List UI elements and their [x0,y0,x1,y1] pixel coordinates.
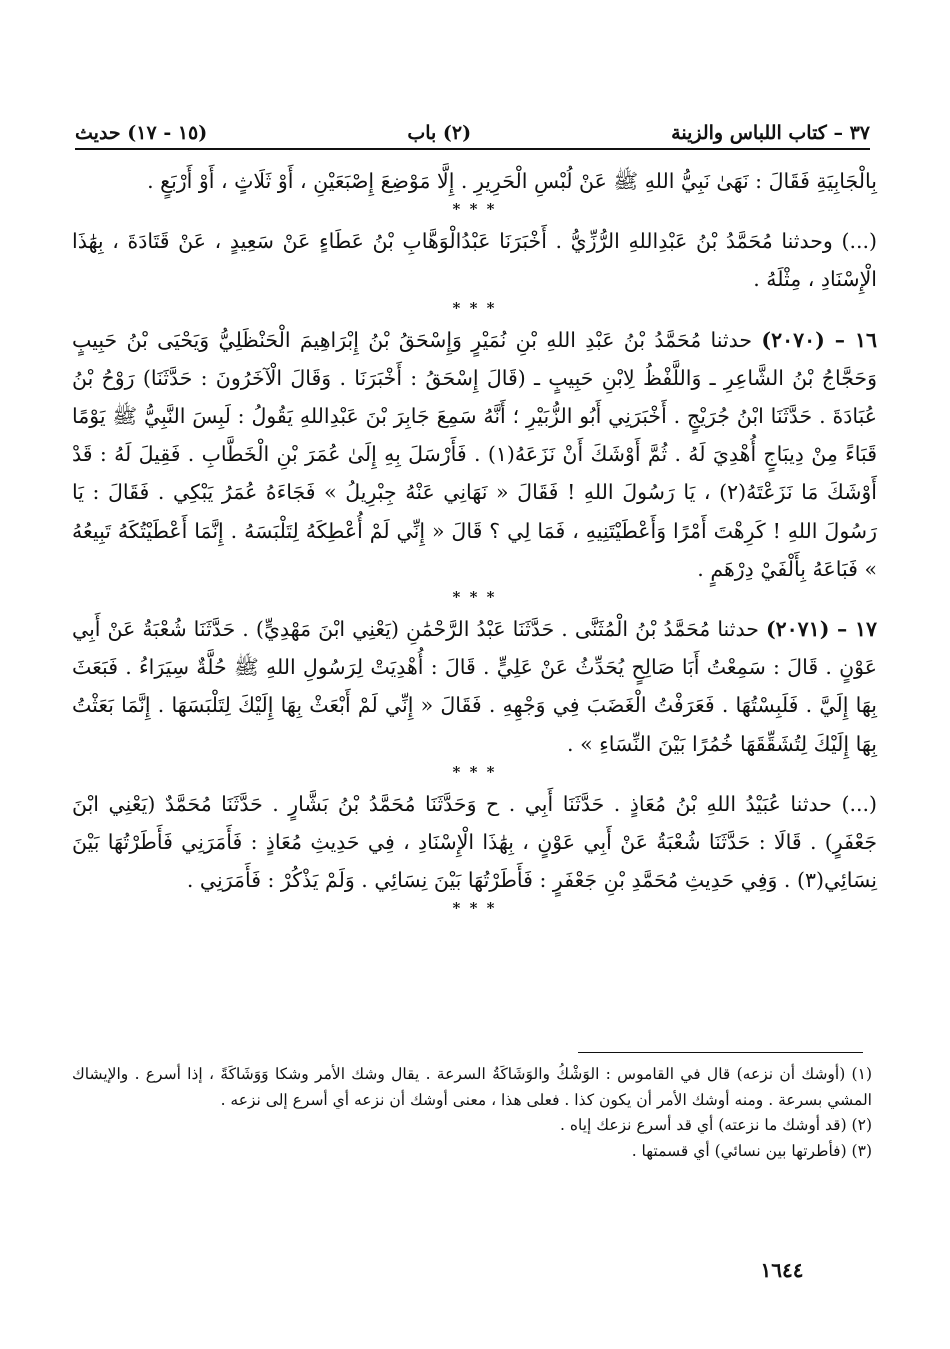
header-chapter: (٢) باب [407,122,472,144]
header-book-title: ٣٧ – كتاب اللباس والزينة [671,122,870,144]
hadith-16 [72,321,877,588]
footnote-3: (٣) (فأطرتها بين نسائي) أي قسمتها . [631,1141,872,1160]
paragraph-2: (...) وحدثنا مُحَمَّدُ بْنُ عَبْدِاللهِ الرُّزِّيُّ . أَخْبَرَنَا عَبْدُالْوَهَّابِ بْنُ عَطَاءٍ عَنْ سَعِيدٍ ، عَنْ قَتَادَةَ ، بِهَٰذَا الْإِسْنَادِ ، مِثْلَهُ . [72,229,877,292]
footnotes [72,1062,872,1164]
separator-2: * * * [452,298,497,317]
separator-3: * * * [452,588,497,607]
hadith-16-number: ١٦ – (٢٠٧٠) [761,327,877,352]
hadith-17-number: ١٧ – (٢٠٧١) [765,617,877,642]
hadith-17 [72,610,877,763]
footnote-1: (١) (أوشك أن نزعه) قال في القاموس : الوَشْكُ والوَشَاكَةُ السرعة . يقال وشك الأمر وشكا وَوَشَاكَةً ، إذا أسرع . والإيشاك المشي بسرعة . ومنه أوشك الأمر أن يكون كذا . فعلى هذا ، معنى أوشك أن نزعه أي أسرع إلى نزعه . [72,1065,872,1109]
running-header [75,108,870,144]
header-hadith-range: (١٥ - ١٧) حديث [75,122,208,144]
footnote-2: (٢) (قد أوشك ما نزعته) أي قد أسرع نزعك إياه . [560,1116,872,1134]
page-number: ١٦٤٤ [760,1258,804,1282]
main-text [72,162,877,921]
footnote-rule [578,1052,863,1053]
separator-4: * * * [452,762,497,781]
separator-5: * * * [452,899,497,918]
header-rule [75,148,870,150]
hadith-17-text: حدثنا مُحَمَّدُ بْنُ الْمُثَنَّى . حَدَّثَنَا عَبْدُ الرَّحْمَٰنِ (يَعْنِي ابْنَ مَهْدِيٍّ) . حَدَّثَنَا شُعْبَةُ عَنْ أَبِي عَوْنٍ . قَالَ : سَمِعْتُ أَبَا صَالِحٍ يُحَدِّثُ عَنْ عَلِيٍّ . قَالَ : أُهْدِيَتْ لِرَسُولِ اللهِ ﷺ حُلَّةٌ سِيَرَاءُ . فَبَعَثَ بِهَا إِلَيَّ . فَلَبِسْتُهَا . فَعَرَفْتُ الْغَضَبَ فِي وَجْهِهِ . فَقَالَ « إِنِّي لَمْ أَبْعَثْ بِهَا إِلَيْكَ لِتَلْبَسَهَا . إِنَّمَا بَعَثْتُ بِهَا إِلَيْكَ لِتُشَقِّقَهَا خُمُرًا بَيْنَ النِّسَاءِ » . [72,617,877,756]
hadith-16-text: حدثنا مُحَمَّدُ بْنُ عَبْدِ اللهِ بْنِ نُمَيْرٍ وَإِسْحَقُ بْنُ إِبْرَاهِيمَ الْحَنْظَلِيُّ وَيَحْيَى بْنُ حَبِيبٍ وَحَجَّاجُ بْنُ الشَّاعِرِ ـ وَاللَّفْظُ لِابْنِ حَبِيبٍ ـ (قَالَ إِسْحَقُ : أَخْبَرَنَا . وَقَالَ الْآخَرُونَ : حَدَّثَنَا) رَوْحُ بْنُ عُبَادَةَ . حَدَّثَنَا ابْنُ جُرَيْجٍ . أَخْبَرَنِي أَبُو الزُّبَيْرِ ؛ أَنَّهُ سَمِعَ جَابِرَ بْنَ عَبْدِاللهِ يَقُولُ : لَبِسَ النَّبِيُّ ﷺ يَوْمًا قَبَاءً مِنْ دِيبَاجٍ أُهْدِيَ لَهُ . ثُمَّ أَوْشَكَ أَنْ نَزَعَهُ(١) . فَأَرْسَلَ بِهِ إِلَىٰ عُمَرَ بْنِ الْخَطَّابِ . فَقِيلَ لَهُ : قَدْ أَوْشَكَ مَا نَزَعْتَهُ(٢) ، يَا رَسُولَ اللهِ ! فَقَالَ « نَهَانِي عَنْهُ جِبْرِيلُ » فَجَاءَهُ عُمَرُ يَبْكِي . فَقَالَ : يَا رَسُولَ اللهِ ! كَرِهْتَ أَمْرًا وَأَعْطَيْتَنِيهِ ، فَمَا لِي ؟ قَالَ « إِنِّي لَمْ أُعْطِكَهُ لِتَلْبَسَهُ . إِنَّمَا أَعْطَيْتُكَهُ تَبِيعُهُ » فَبَاعَهُ بِأَلْفَيْ دِرْهَمٍ . [72,327,877,581]
paragraph-1: بِالْجَابِيَةِ فَقَالَ : نَهَىٰ نَبِيُّ اللهِ ﷺ عَنْ لُبْسِ الْحَرِيرِ . إِلَّا مَوْضِعَ إِصْبَعَيْنِ ، أَوْ ثَلَاثٍ ، أَوْ أَرْبَعٍ . [147,169,877,193]
paragraph-5: (...) حدثنا عُبَيْدُ اللهِ بْنُ مُعَاذٍ . حَدَّثَنَا أَبِي . ح وَحَدَّثَنَا مُحَمَّدُ بْنُ بَشَّارٍ . حَدَّثَنَا مُحَمَّدٌ (يَعْنِي ابْنَ جَعْفَرٍ) . قَالَا : حَدَّثَنَا شُعْبَةُ عَنْ أَبِي عَوْنٍ ، بِهَٰذَا الْإِسْنَادِ ، فِي حَدِيثِ مُعَاذٍ : فَأَمَرَنِي فَأَطَرْتُهَا بَيْنَ نِسَائِي(٣) . وَفِي حَدِيثِ مُحَمَّدِ بْنِ جَعْفَرٍ : فَأَطَرْتُهَا بَيْنَ نِسَائِي . وَلَمْ يَذْكُرْ : فَأَمَرَنِي . [72,791,877,893]
separator-1: * * * [452,200,497,219]
